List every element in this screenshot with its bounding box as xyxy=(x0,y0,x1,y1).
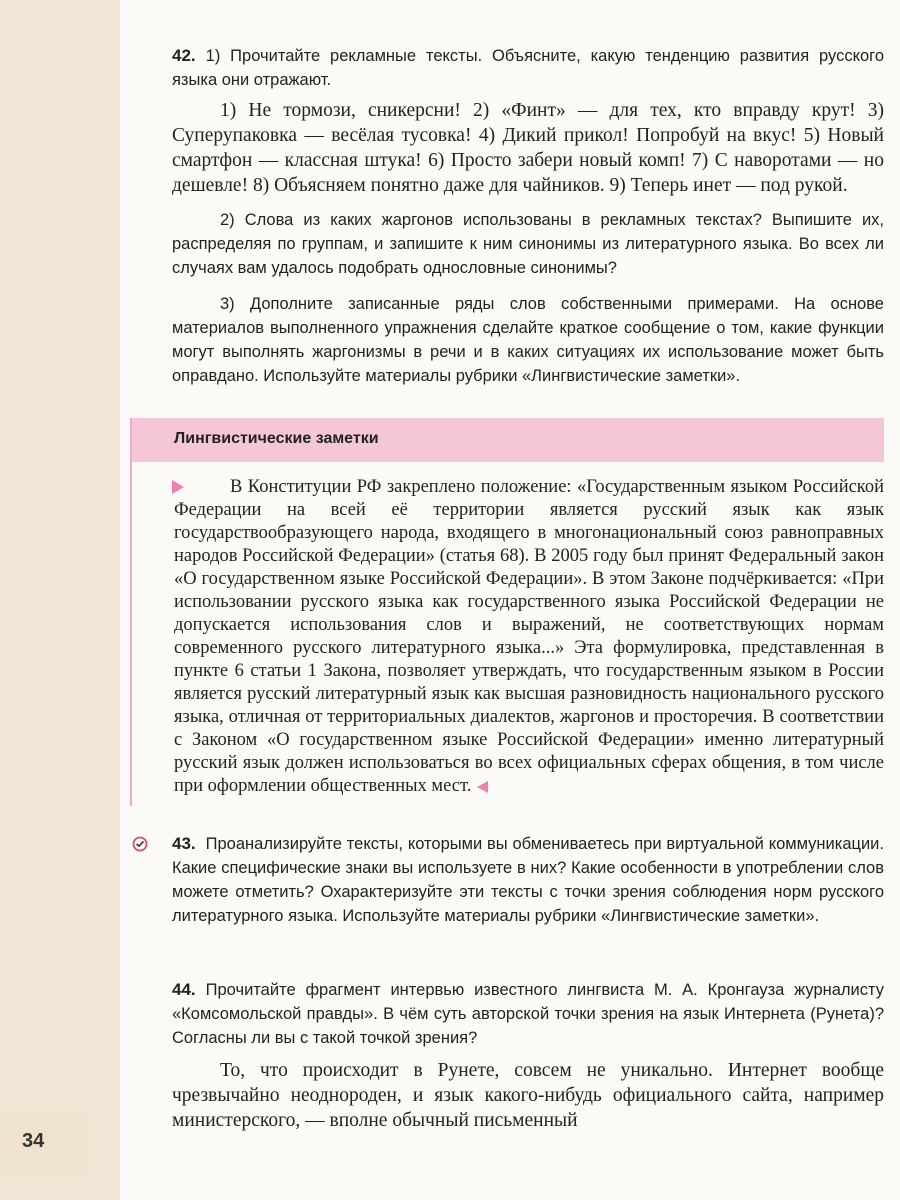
exercise-number: 42. xyxy=(172,46,196,65)
left-margin-band xyxy=(0,0,120,1200)
exercise-44-body: Прочитайте фрагмент интервью известного лингвиста М. А. Кронгауза журналисту «Комсомольской правды». В чём суть авторской точки зрения на язык Интернета (Рунета)? Согласны ли вы с такой точкой зрения? xyxy=(172,981,884,1047)
exercise-42-intro xyxy=(172,44,884,92)
chat-bubble-icon xyxy=(132,836,148,852)
exercise-43-text xyxy=(172,832,884,928)
exercise-44 xyxy=(172,978,884,1141)
exercise-43-body: Проанализируйте тексты, которыми вы обмениваетесь при виртуальной коммуникации. Какие специфические знаки вы используете в них? Какие особенности в употреблении слов можете отметить? Охарактеризуйте эти тексты с точки зрения соблюдения норм русского литературного языка. Используйте материалы рубрики «Лингвистические заметки». xyxy=(172,835,884,925)
exercise-44-quote: То, что происходит в Рунете, совсем не уникально. Интернет вообще чрезвычайно неоднороден, и язык какого-нибудь официального сайта, например министерского, — вполне обычный письменный xyxy=(172,1060,884,1131)
exercise-42-intro-text: 1) Прочитайте рекламные тексты. Объясните, какую тенденцию развития русского языка они отражают. xyxy=(172,47,884,89)
page-number: 34 xyxy=(22,1130,45,1152)
exercise-42-task-2: 2) Слова из каких жаргонов использованы в рекламных текстах? Выпишите их, распределяя по группам, и запишите к ним синонимы из литературного языка. Во всех ли случаях вам удалось подобрать однословные синонимы? xyxy=(172,211,884,277)
linguistic-notes-body xyxy=(174,476,884,798)
page-number-badge xyxy=(0,1112,88,1176)
linguistic-notes-header xyxy=(132,418,884,462)
exercise-42-ads: 1) Не тормози, сникерсни! 2) «Финт» — для тех, кто вправду крут! 3) Суперупаковка — весёлая тусовка! 4) Дикий прикол! Попробуй на вкус! 5) Новый смартфон — классная штука! 6) Просто забери новый комп! 7) С наворотами — но дешевле! 8) Объясняем понятно даже для чайников. 9) Теперь инет — под рукой. xyxy=(172,100,884,196)
exercise-44-text xyxy=(172,978,884,1050)
exercise-42 xyxy=(172,44,884,388)
linguistic-notes-title: Лингвистические заметки xyxy=(174,430,379,447)
linguistic-notes-text: В Конституции РФ закреплено положение: «Государственным языком Российской Федерации на всей её территории является русский язык как язык государствообразующего народа, входящего в многонациональный союз равноправных народов Российской Федерации» (статья 68). В 2005 году был принят Федеральный закон «О государственном языке Российской Федерации». В этом Законе подчёркивается: «При использовании русского языка как государственного языка Российской Федерации не допускается использования слов и выражений, не соответствующих нормам современного русского литературного языка...» Эта формулировка, представленная в пункте 6 статьи 1 Закона, позволяет утверждать, что государственным языком в России является русский литературный язык как высшая разновидность национального русского языка, отличная от территориальных диалектов, жаргонов и просторечия. В соответствии с Законом «О государственном языке Российской Федерации» именно литературный русский язык должен использоваться во всех официальных сферах общения, в том числе при оформлении общественных мест. xyxy=(174,477,884,796)
linguistic-notes-box xyxy=(130,418,884,806)
arrow-left-icon xyxy=(477,781,488,793)
exercise-number: 43. xyxy=(172,834,196,853)
exercise-42-task-3: 3) Дополните записанные ряды слов собственными примерами. На основе материалов выполненного упражнения сделайте краткое сообщение о том, какие функции могут выполнять жаргонизмы в речи и в каких ситуациях их использование может быть оправдано. Используйте материалы рубрики «Лингвистические заметки». xyxy=(172,295,884,385)
exercise-number: 44. xyxy=(172,980,196,999)
exercise-43 xyxy=(172,832,884,928)
